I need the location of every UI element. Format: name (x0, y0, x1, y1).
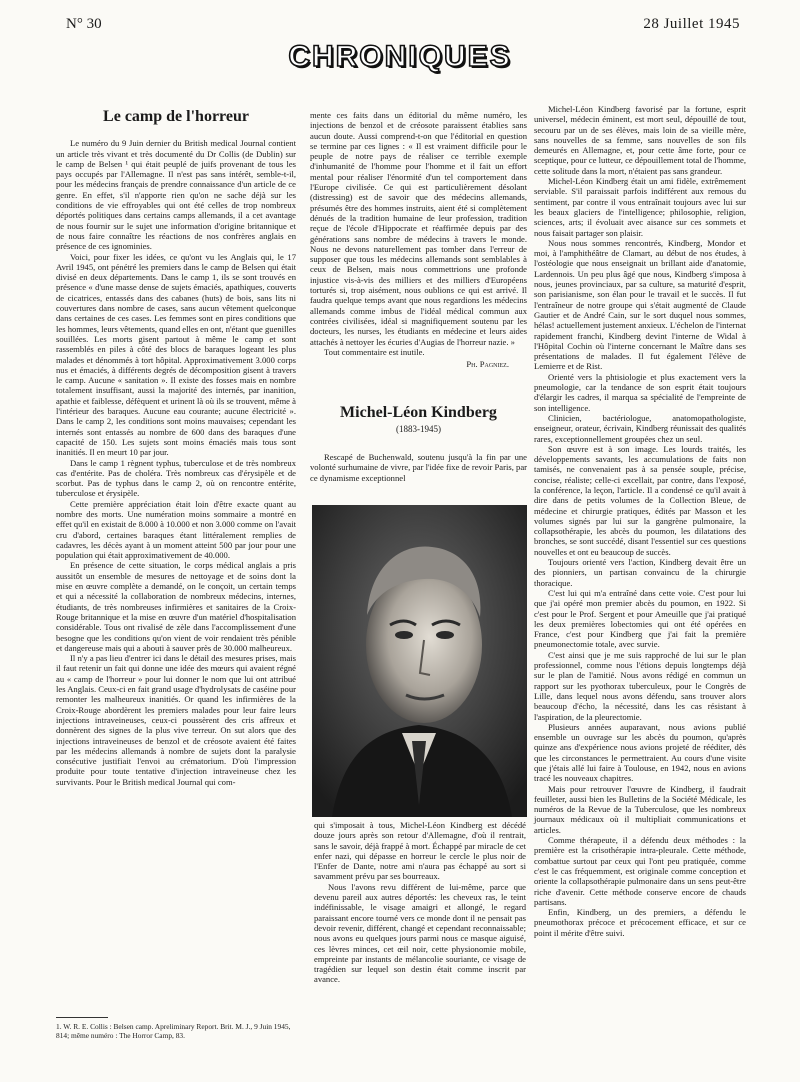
article-paragraph: C'est lui qui m'a entraîné dans cette voie. C'est pour lui que j'ai opéré mon premier abcès du poumon, en 1922. Si c'est pour le Prof. Sergent et pour Ameuille que j'ai pratiqué les deux premières lobectomies qui ont été opérées en France, c'est pour Kindberg que j'ai fait la première pneumonectomie totale, avec survie. (534, 587, 746, 650)
article-kindberg-years: (1883-1945) (396, 424, 441, 434)
article-paragraph: Son œuvre est à son image. Les lourds traités, les développements savants, les accumulations de faits non tamisés, ne convenaient pas à sa pensée souple, précise, concise, réaliste; celle-ci excellait, par contre, dans l'exposé, la conférence, la leçon, l'article. Il a condensé ce qu'il avait à dire dans de petits volumes de la Collection Bleue, de médecine et chirurgie pratiques, édités par Masson et les volumes signés par lui sur la gangrène pulmonaire, la collapsothérapie, les abcès du poumon, les dilatations des bronches, se sont succédé, disant l'essentiel sur ces questions nouvelles et ont eu beaucoup de succès. (534, 443, 746, 557)
article-kindberg-header (310, 404, 527, 483)
article-paragraph: Tout commentaire est inutile. (324, 346, 425, 357)
issue-date: 28 Juillet 1945 (643, 16, 740, 32)
article-paragraph: C'est ainsi que je me suis rapproché de lui sur le plan professionnel, comme nous l'étions depuis longtemps déjà sur le plan de l'amitié. Nous avons rédigé en commun un rapport sur les pyothorax tuberculeux, pour le Congrès de Lille, dans lequel nous avons défendu, sans trouver alors beaucoup d'écho, la nécessité, dans les cas résistant à l'aspiration, de la pleurectomie. (534, 649, 746, 722)
article-paragraph: Michel-Léon Kindberg favorisé par la fortune, esprit universel, médecin éminent, est mort seul, dépouillé de tout, secouru par un de ses élèves, mais loin de sa vieille mère, sans nouvelles de sa femme, sans nouvelles de son fils demeurés en Allemagne, et, pour cette âme forte, pour ce sceptique, pour ce lutteur, ce dépouillement total de l'homme, cette solitude dans la mort, n'étaient pas sans grandeur. (534, 104, 746, 176)
article-paragraph: Cette première appréciation était loin d'être exacte quant au nombre des morts. Une numération moins sommaire a montré en effet qu'il en existait de 8.000 à 10.000 et non 3.000 comme on l'avait cru d'abord, certaines baraques étant littéralement remplies de cadavres, les décès ayant à un moment atteint 500 par jour pour une population qui était approximativement de 40.000. (56, 498, 296, 561)
article-paragraph: Michel-Léon Kindberg était un ami fidèle, extrêmement serviable. S'il paraissait parfois indifférent aux remous du sentiment, par contre il vous entraînait toujours avec lui sur les beaux glaciers de l'intelligence; philosophie, religion, sciences, arts; il évoluait avec aisance sur ces sommets et nous faisait partager son plaisir. (534, 176, 746, 238)
article-paragraph: Nous nous sommes rencontrés, Kindberg, Mondor et moi, à l'amphithéâtre de Clamart, au début de nos études, à l'ostéologie que nous enseignait un brillant aide d'anatomie, Lardennois. Un peu plus âgé que nous, Kindberg s'imposa à nous, jeunes provinciaux, par sa culture, sa maturité d'esprit, son parisianisme, son élan pour le travail et le succès. Il fut l'entraîneur de notre groupe qui s'était augmenté de Claude Gautier et de André Cain, sur le sort duquel nous sommes, hélas! actuellement justement anxieux. L'échelon de l'internat rapidement franchi, Kindberg devint l'interne de Widal à l'Hôpital Cochin où l'interne concernant le Maître dans ses présentations de malades. Il fut également l'élève de Lemierre et de Rist. (534, 237, 746, 372)
article-paragraph: En présence de cette situation, le corps médical anglais a pris aussitôt un ensemble de mesures de nettoyage et de soins dont la mise en œuvre complète a demandé, on le conçoit, un certain temps et qui a nécessité la collaboration de nombreux médecins, internes, étudiants, de très nombreuses infirmières et sanitaires de la Croix-Rouge britannique et la mise en œuvre d'un matériel d'hospitalisation considérable. Tous ont rivalisé de zèle dans l'accomplissement d'une besogne que les conditions qu'on vient de voir rendaient très pénible et dangereuse mais qui a abouti à sauver près de 30.000 malheureux. (56, 560, 296, 653)
section-title (0, 40, 800, 74)
page-header (0, 16, 800, 34)
portrait-photo (312, 505, 527, 817)
article-paragraph: Clinicien, bactériologue, anatomopathologiste, enseigneur, orateur, écrivain, Kindberg réunissait des qualités rares, exceptionnellement groupées chez un seul. (534, 412, 746, 444)
article-paragraph: Plusieurs années auparavant, nous avions publié ensemble un ouvrage sur les abcès du poumon, qu'après quinze ans d'expérience nous avions projeté de rééditer, dès que les circonstances le permettraient. Au cours d'une visite que j'étais allé lui faire à Toulouse, en 1942, nous en avions tracé les nouveaux chapitres. (534, 721, 746, 784)
portrait-image (312, 505, 527, 817)
article-camp-title: Le camp de l'horreur (103, 108, 249, 125)
article-paragraph: qui s'imposait à tous, Michel-Léon Kindberg est décédé douze jours après son retour d'Allemagne, d'où il rentrait, sans le savoir, déjà frappé à mort. Échappé par miracle de cet enfer nazi, qui dépasse en horreur le cercle le plus noir de l'Enfer de Dante, notre ami n'aura pas échappé au sort si savamment prévu par ses bourreaux. (314, 820, 526, 882)
article-paragraph: Voici, pour fixer les idées, ce qu'ont vu les Anglais qui, le 17 Avril 1945, ont pénétré les premiers dans le camp de Belsen qui était divisé en deux départements. Dans le camp 1, ils se sont trouvés en présence « d'une masse dense de sujets émaciés, apathiques, couverts de cicatrices, entassés dans des cabanes (huts) de bois, sans lits ni couvertures dans nombre de cases, sans aucun vêtement quelconque dans certaines de ces cases. Les femmes sont en pires conditions que les hommes, leurs vêtements, quand elles en ont, n'étant que guenilles souillées. Les morts gisent partout à même le camp et sont rassemblés en piles à côté des blocs de baraques logeant les plus malades et dénommés à tort hôpital. Approximativement 3.000 corps nus et émaciés, à différents degrés de décomposition gisent à travers le camp. Aucune « sanitation ». Il existe des fosses mais en nombre totalement insuffisant, aussi la majorité des internés, par inanition, apathie et faiblesse, défèquent et urinent là où ils se trouvent, même à l'intérieur des baraques. Aucune eau courante; aucune électricité ». Dans le camp 2, les conditions sont moins mauvaises; cependant les internés sont entassés au nombre de 600 dans des baraques d'une capacité de 150. Les sujets sont moins émaciés mais tous sont inanitiés. Il en meurt 10 par jour. (56, 251, 296, 458)
footnote (56, 1022, 296, 1040)
article-camp-column-1 (56, 110, 296, 787)
issue-number: N° 30 (66, 16, 102, 32)
article-paragraph: Comme thérapeute, il a défendu deux méthodes : la première est la crisothérapie intra-pleurale. Cette méthode, combattue surtout par ceux qui l'ont peu pratiquée, comme c'est le cas fréquemment, est originale comme conception et oriente la collapsothérapie pulmonaire dans un sens peut-être riche d'avenir. Cette méthode conserve encore de chauds partisans. (534, 835, 746, 907)
article-paragraph: Enfin, Kindberg, un des premiers, a défendu le pneumothorax précoce et précocement efficace, et sur ce point il mérite d'être suivi. (534, 907, 746, 938)
article-paragraph: mente ces faits dans un éditorial du même numéro, les injections de benzol et de créosote paraissent établies sans aucun doute. Aussi comprend-t-on que l'éditorial en question se termine par ces lignes : « Il est vraiment difficile pour le peuple de notre pays de réaliser ce terrible exemple d'inhumanité de l'homme pour l'homme et il fait un effort mental pour réaliser l'énormité d'un tel comportement dans l'Europe civilisée. Ce qui est particulièrement désolant (distressing) est de savoir que des médecins allemands, présumés être des hommes instruits, aient été si complètement dénués de la tradition humaine de leur profession, tradition reçue de l'école d'Hippocrate et réaffirmée depuis par des générations sans nombre de médecins à travers le monde. Nous ne devons naturellement pas tomber dans l'erreur de supposer que tous les médecins allemands sont semblables à ceux de Belsen, mais nous commettrions une profonde injustice vis-à-vis des milliers et des milliers d'Européens torturés si, trop aisément, nous oublions ce qui est arrivé. Il faudra quelque temps avant que nous regardions les médecins allemands comme imbus de l'idéal médical commun aux contrées civilisées, idéal si magnifiquement soutenu par les docteurs, les nurses, les étudiants en médecine et leurs aides attachés à nettoyer les écuries d'Augias de l'horreur nazie. » (310, 110, 527, 347)
article-paragraph: Dans le camp 1 règnent typhus, tuberculose et de très nombreux cas d'entérite. Pas de choléra. Très nombreux cas d'érysipèle et de scorbut. Pas de typhus dans le camp 2, où on rencontre entérite, tuberculose et érysipèle. (56, 457, 296, 499)
article-signature: Ph. Pagniez. (466, 359, 509, 370)
footnote-rule (56, 1017, 108, 1018)
article-paragraph: Mais pour retrouver l'œuvre de Kindberg, il faudrait feuilleter, aussi bien les Bulletins de la Société Médicale, les numéros de la Revue de la Tuberculose, que les nombreux journaux médicaux où il multipliait communications et articles. (534, 783, 746, 835)
article-paragraph: Le numéro du 9 Juin dernier du British medical Journal contient un article très vivant et très documenté du Dr Collis (de Dublin) sur le camp de Belsen ¹ qui était peuplé de juifs provenant de tous les pays occupés par l'Allemagne. Il n'est pas sans intérêt, semble-t-il, pour les médecins français de prendre connaissance d'un article de ce genre. En effet, s'il n'apporte rien qu'on ne sache déjà sur les conditions de vie effroyables qui ont été celles de trop nombreux déportés politiques dans certains camps allemands, il a cet avantage de nous fournir sur le sujet une information d'origine britannique et de nous faire connaître les réactions de nos confrères anglais en présence de ces ignominies. (56, 138, 296, 252)
footnote-text: 1. W. R. E. Collis : Belsen camp. Apreliminary Report. Brit. M. J., 9 Juin 1945, 814; même numéro : The Horror Camp, 83. (56, 1022, 291, 1040)
article-paragraph: Toujours orienté vers l'action, Kindberg devait être un des pionniers, un partisan convaincu de la chirurgie thoracique. (534, 557, 746, 588)
article-paragraph: Orienté vers la phtisiologie et plus exactement vers la pneumologie, car la tendance de son esprit était toujours d'élargir les cadres, il marqua sa spécialité de l'empreinte de son intelligence. (534, 371, 746, 413)
article-kindberg-lead: Rescapé de Buchenwald, soutenu jusqu'à la fin par une volonté surhumaine de vivre, par l'idée fixe de revoir Paris, par ce dynamisme exceptionnel (310, 452, 527, 483)
section-title-text: CHRONIQUES (288, 40, 512, 73)
article-kindberg-title: Michel-Léon Kindberg (340, 404, 497, 421)
article-paragraph: Nous l'avons revu différent de lui-même, parce que devenu pareil aux autres déportés: les cheveux ras, le teint indéfinissable, le visage amaigri et allongé, le regard paraissant encore tourné vers ce monde dont il ne pensait pas devoir revenir, différent, changé et cependant reconnaissable; nous avons eu quelques jours parmi nous ce masque aiguisé, ces lèvres minces, cet œil noir, cette physionomie mobile, empreinte par instants de mélancolie souriante, ce visage de tragédien sur lequel son destin était comme inscrit par avance. (314, 881, 526, 985)
article-kindberg-below-photo (314, 820, 526, 985)
article-kindberg-column-3 (534, 104, 746, 938)
article-paragraph: Il n'y a pas lieu d'entrer ici dans le détail des mesures prises, mais il faut retenir un fait qui donne une idée des mœurs qui avaient régné au « camp de l'horreur » pour lui donner le nom que lui ont attribué les Anglais. Ceux-ci en fait grand usage d'hydrolysats de caséine pour remonter les malheureux inanitiés. Or quand les infirmières de la Croix-Rouge abordèrent les premiers malades pour leur faire leurs injections intraveineuses, ceux-ci poussèrent des cris affreux et donnèrent des signes de la plus vive terreur. On sut alors que des injections intraveineuses de benzol et de créosote avaient été faites par les médecins allemands à nombre de sujets dont la paralysie consécutive justifiait l'envoi au crématorium. D'où l'impression produite pour toute tentative d'injection intraveineuse chez les survivants. Pour le British medical Journal qui com- (56, 653, 296, 787)
article-camp-column-2 (310, 110, 527, 369)
